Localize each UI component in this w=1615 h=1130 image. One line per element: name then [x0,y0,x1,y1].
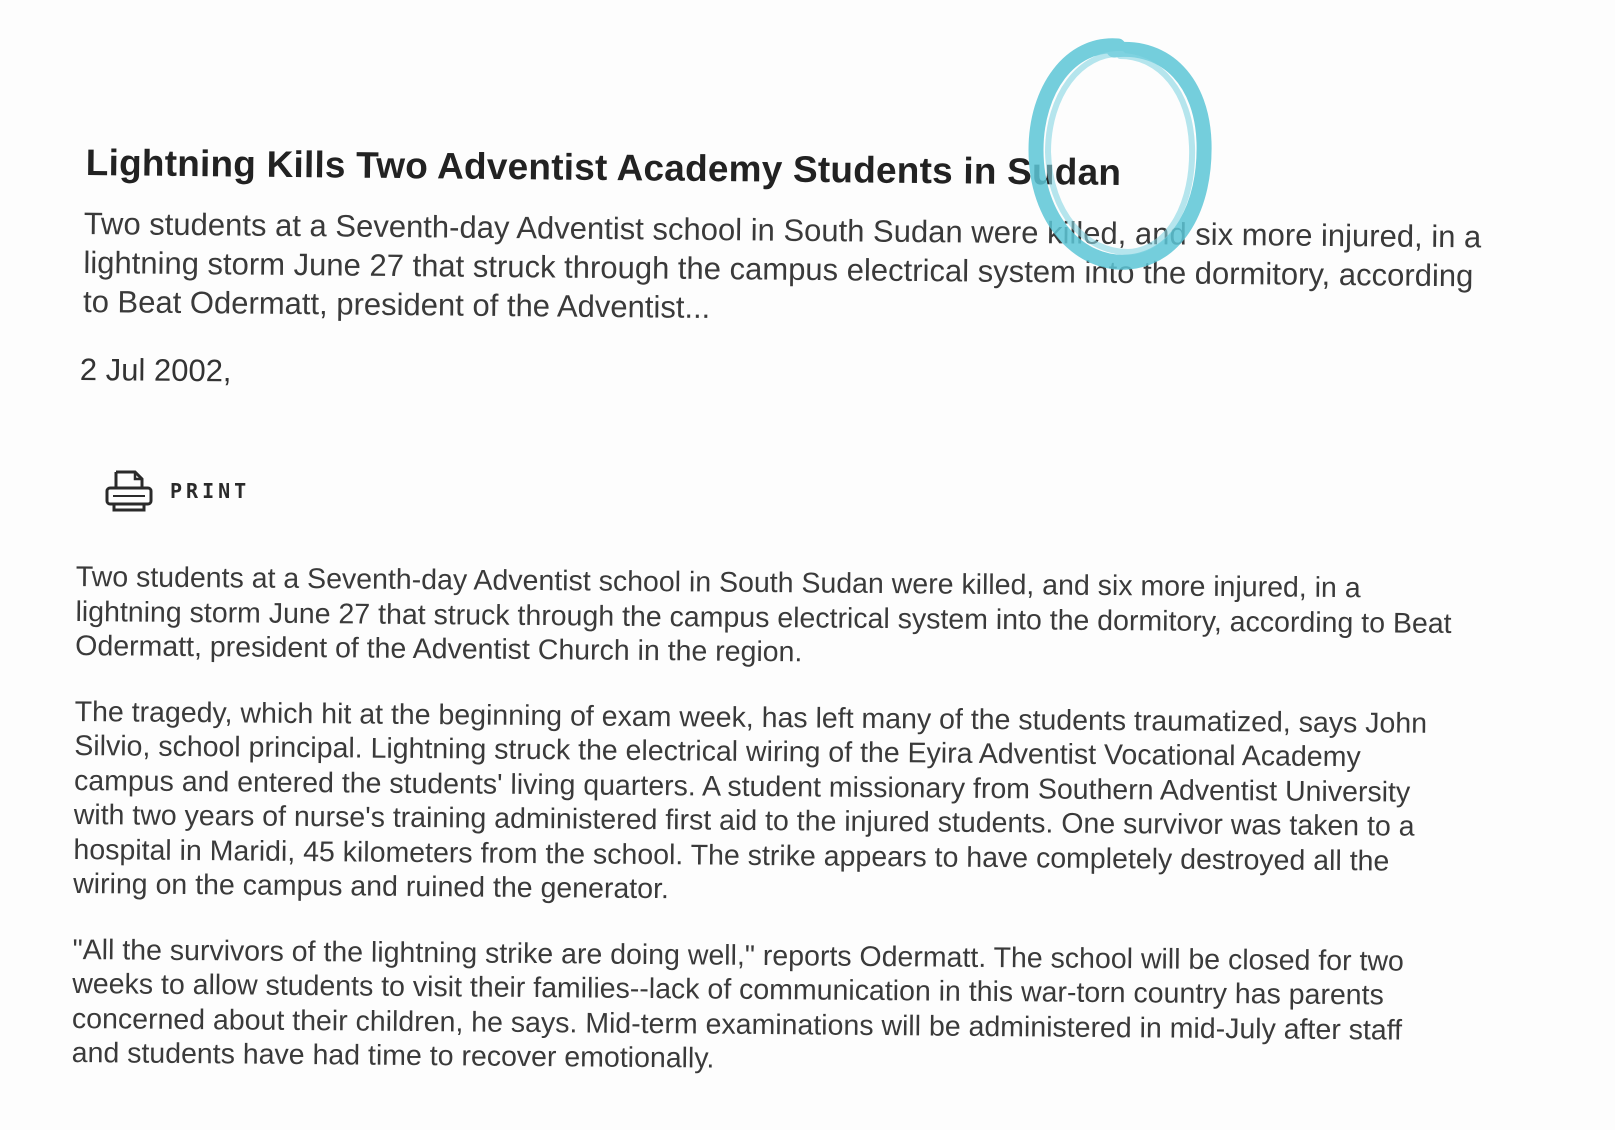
article-body [71,560,1456,1114]
article-teaser: Two students at a Seventh-day Adventist school in South Sudan were killed, and six more injured, in a lightning storm June 27 that struck through the campus electrical system into the dormitory, according to Beat Odermatt, president of the Adventist... [82,205,1482,326]
article-paragraph-3: "All the survivors of the lightning strike are doing well," reports Odermatt. The school will be closed for two weeks to allow students to visit their families--lack of communication in this war-torn country has parents concerned about their children, he says. Mid-term examinations will be administered in mid-July after staff and students have had time to recover emotionally. [71,933,1405,1075]
print-label[interactable]: PRINT [170,479,251,503]
article-paragraph-1: Two students at a Seventh-day Adventist school in South Sudan were killed, and six more injured, in a lightning storm June 27 that struck through the campus electrical system into the dormitory, according to Beat Odermatt, president of the Adventist Church in the region. [75,560,1452,669]
article-date: 2 Jul 2002, [79,352,232,389]
article-paragraph-2: The tragedy, which hit at the beginning of exam week, has left many of the students traumatized, says John Silvio, school principal. Lightning struck the electrical wiring of the Eyira Adventist Vocational Academy campus and entered the students' living quarters. A student missionary from Southern Adventist University with two years of nurse's training administered first aid to the injured students. One survivor was taken to a hospital in Maridi, 45 kilometers from the school. The strike appears to have completely destroyed all the wiring on the campus and ruined the generator. [73,695,1428,906]
article-headline: Lightning Kills Two Adventist Academy Students in Sudan [85,142,1122,193]
printer-icon [104,468,154,514]
print-button[interactable] [104,468,250,514]
